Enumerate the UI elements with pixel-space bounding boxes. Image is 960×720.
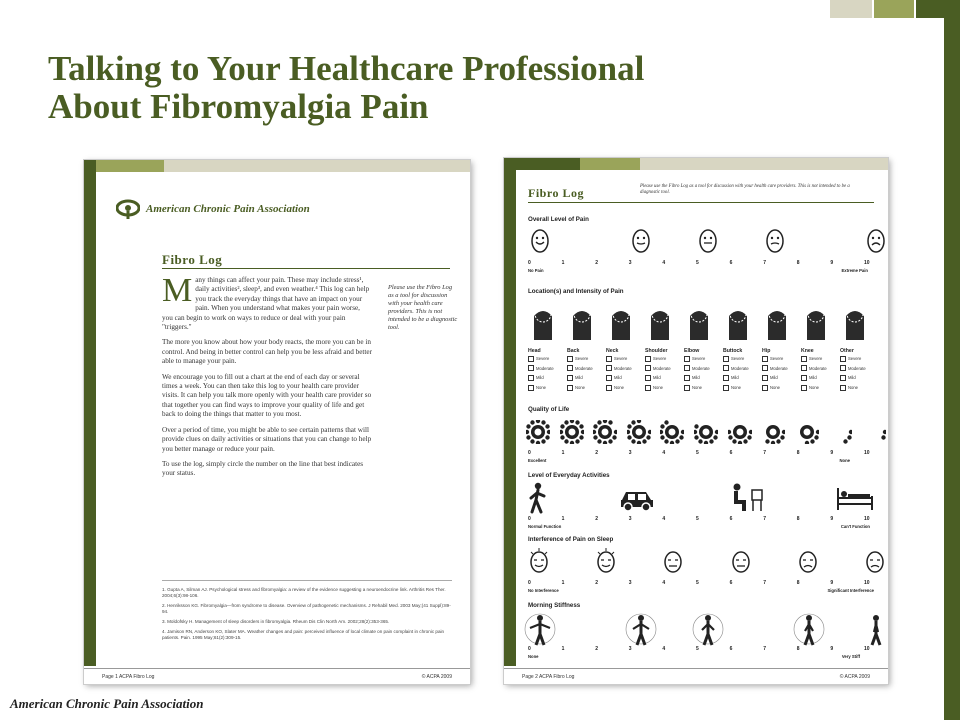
intensity-label: Moderate — [809, 365, 827, 371]
stiff-figure-icon — [791, 612, 827, 646]
scale-number[interactable]: 6 — [729, 450, 733, 456]
footer-org-logo: American Chronic Pain Association — [10, 696, 204, 711]
scale-number[interactable]: 2 — [595, 646, 598, 652]
intensity-label: Moderate — [770, 365, 788, 371]
scale-low-label: Excellent — [528, 458, 547, 463]
intensity-option[interactable] — [801, 373, 841, 383]
checkbox[interactable] — [684, 385, 690, 391]
checkbox[interactable] — [762, 385, 768, 391]
references — [162, 580, 452, 645]
checkbox[interactable] — [723, 385, 729, 391]
scale-number[interactable]: 4 — [662, 260, 666, 266]
intensity-option[interactable] — [762, 373, 802, 383]
page-footer — [84, 668, 470, 684]
location-name: Neck — [606, 348, 619, 354]
checkbox[interactable] — [567, 375, 573, 381]
section-overall-pain — [528, 216, 874, 273]
body-part-icon — [684, 302, 714, 342]
scale-number[interactable]: 7 — [763, 516, 766, 522]
reference-item: 3. Moldofsky H. Management of sleep disorders in fibromyalgia. Rheum Dis Clin North Am. 2002;28(2):353-365. — [162, 619, 390, 624]
pain-face-icon — [866, 228, 886, 254]
page-header-band — [84, 160, 470, 172]
section-title: Location(s) and Intensity of Pain — [528, 288, 624, 295]
acpa-logo-icon — [116, 198, 140, 220]
checkbox[interactable] — [606, 356, 612, 362]
intensity-label: Severe — [614, 356, 628, 361]
intensity-option[interactable] — [723, 354, 763, 364]
intensity-option[interactable] — [606, 364, 646, 374]
checkbox[interactable] — [606, 375, 612, 381]
car-icon — [620, 486, 654, 512]
intensity-option[interactable] — [528, 364, 568, 374]
intensity-label: Mild — [575, 375, 583, 381]
section-location — [528, 288, 874, 390]
intensity-option[interactable] — [528, 383, 568, 393]
stiff-figure-icon — [690, 612, 726, 646]
location-column — [801, 348, 841, 392]
body-part-icon — [762, 302, 792, 342]
intensity-label: None — [770, 384, 781, 390]
page-side-bar — [84, 160, 96, 666]
body-part-icon — [840, 302, 870, 342]
scale-number[interactable]: 6 — [729, 516, 733, 522]
footer-left: Page 2 ACPA Fibro Log — [522, 673, 575, 680]
checkbox[interactable] — [567, 385, 573, 391]
intensity-option[interactable] — [567, 373, 607, 383]
location-name: Shoulder — [645, 348, 668, 354]
location-name: Head — [528, 348, 541, 354]
scale-number[interactable]: 3 — [628, 646, 632, 652]
footer-left: Page 1 ACPA Fibro Log — [102, 673, 155, 680]
location-name: Knee — [801, 348, 814, 354]
sun-icon — [862, 420, 886, 444]
log-title: Fibro Log — [528, 186, 584, 200]
intensity-option[interactable] — [606, 354, 646, 364]
drop-cap: M — [162, 272, 193, 309]
scale-high-label: None — [839, 458, 850, 463]
scale-number[interactable]: 7 — [763, 450, 766, 456]
page-footer — [504, 668, 888, 684]
checkbox[interactable] — [606, 365, 612, 371]
intensity-label: Severe — [809, 356, 823, 361]
stiff-figure-icon — [522, 612, 558, 646]
intensity-option[interactable] — [684, 364, 724, 374]
log-note: Please use the Fibro Log as a tool for discussion with your health care providers. This is not intended to be a diagnostic tool. — [640, 184, 850, 195]
section-sleep — [528, 536, 874, 593]
location-name: Elbow — [684, 348, 700, 354]
body-part-icon — [645, 302, 675, 342]
scale-number[interactable]: 5 — [696, 260, 699, 266]
intensity-label: None — [653, 384, 664, 390]
page-side-bar — [504, 158, 516, 666]
intensity-label: None — [809, 384, 820, 390]
checkbox[interactable] — [801, 365, 807, 371]
top-bar-beige — [830, 0, 872, 18]
intensity-option[interactable] — [840, 383, 880, 393]
intensity-option[interactable] — [723, 373, 763, 383]
checkbox[interactable] — [801, 375, 807, 381]
intensity-option[interactable] — [567, 383, 607, 393]
intensity-label: Moderate — [653, 365, 671, 371]
section-title: Interference of Pain on Sleep — [528, 536, 614, 543]
intensity-label: Moderate — [575, 365, 593, 371]
sun-icon — [660, 420, 684, 444]
intensity-option[interactable] — [762, 364, 802, 374]
fibro-log-page-1 — [84, 160, 470, 684]
scale-number[interactable]: 10 — [864, 516, 870, 522]
scale-number[interactable]: 3 — [628, 260, 632, 266]
scale-number[interactable]: 1 — [561, 260, 565, 266]
intensity-label: Severe — [575, 356, 589, 361]
intensity-label: Mild — [614, 375, 622, 381]
scale-high-label: Significant Interference — [827, 588, 874, 593]
sleep-face-icon — [730, 548, 752, 574]
location-column — [840, 348, 880, 392]
scale-number[interactable]: 2 — [595, 260, 598, 266]
footer-right: © ACPA 2009 — [421, 673, 452, 680]
scale-number[interactable]: 6 — [729, 260, 733, 266]
footer-right: © ACPA 2009 — [839, 673, 870, 680]
intensity-option[interactable] — [723, 364, 763, 374]
body-part-icon — [606, 302, 636, 342]
section-title: Quality of Life — [528, 406, 570, 413]
scale-number[interactable]: 10 — [864, 260, 870, 266]
scale-number[interactable]: 8 — [796, 580, 800, 586]
intensity-label: None — [536, 384, 547, 390]
sun-icon — [526, 420, 550, 444]
checkbox[interactable] — [723, 365, 729, 371]
scale-number[interactable]: 5 — [696, 450, 699, 456]
org-header — [116, 198, 310, 220]
scale-number[interactable]: 8 — [796, 516, 800, 522]
title-line-1: Talking to Your Healthcare Professional — [48, 49, 645, 88]
checkbox[interactable] — [528, 356, 534, 362]
intensity-label: Mild — [731, 375, 739, 381]
checkbox[interactable] — [684, 356, 690, 362]
intensity-label: Severe — [653, 356, 667, 361]
section-activities — [528, 472, 874, 529]
intensity-label: Moderate — [536, 365, 554, 371]
sun-icon — [694, 420, 718, 444]
intensity-option[interactable] — [801, 364, 841, 374]
scale-number[interactable]: 0 — [528, 450, 531, 456]
intensity-option[interactable] — [567, 364, 607, 374]
intensity-option[interactable] — [528, 373, 568, 383]
checkbox[interactable] — [723, 375, 729, 381]
location-name: Buttock — [723, 348, 743, 354]
intensity-option[interactable] — [528, 354, 568, 364]
checkbox[interactable] — [840, 375, 846, 381]
sun-icon — [593, 420, 617, 444]
intensity-option[interactable] — [723, 383, 763, 393]
stiff-figure-icon — [858, 612, 888, 646]
sleep-face-icon — [528, 548, 550, 574]
intensity-label: Moderate — [848, 365, 866, 371]
location-column — [528, 348, 568, 392]
intensity-label: Moderate — [731, 365, 749, 371]
intensity-option[interactable] — [645, 364, 685, 374]
intensity-label: Severe — [731, 356, 745, 361]
side-note: Please use the Fibro Log as a tool for discussion with your health care providers. This is not intended to be a diagnostic tool. — [388, 284, 458, 331]
checkbox[interactable] — [762, 365, 768, 371]
intensity-option[interactable] — [762, 354, 802, 364]
scale-high-label: Very Stiff — [841, 654, 860, 659]
location-name: Other — [840, 348, 854, 354]
checkbox[interactable] — [801, 356, 807, 362]
log-title: Fibro Log — [162, 252, 223, 267]
intensity-label: Severe — [536, 356, 550, 361]
walking-person-icon — [528, 482, 548, 514]
reference-item: 4. Jamison RN, Anderson KO, Slater MA. Weather changes and pain: perceived influence of local climate on pain complaint in chronic pain patients. Pain. 1995 May;61(2):309-15. — [162, 629, 445, 640]
paragraph-1-text: any things can affect your pain. These may include stress¹, daily activities², sleep³, and even weather.⁴ This log can help you track the everyday things that have an impact on your pain. When you understand what makes your pain worse, you can begin to work on ways to reduce or deal with your pain "triggers." — [162, 276, 370, 332]
body-part-icon — [723, 302, 753, 342]
checkbox[interactable] — [840, 385, 846, 391]
intensity-option[interactable] — [840, 373, 880, 383]
location-name: Back — [567, 348, 580, 354]
checkbox[interactable] — [528, 365, 534, 371]
checkbox[interactable] — [645, 385, 651, 391]
intro-body — [162, 272, 372, 485]
sleep-face-icon — [662, 548, 684, 574]
seated-person-icon — [728, 482, 764, 512]
bed-icon — [836, 484, 874, 512]
paragraph-3: We encourage you to fill out a chart at the end of each day or several times a week. You can then take this log to your health care provider visits. It can help you talk more openly with your health care provider so that together you can find ways to improve your quality of life and get back to doing the things that matter to you most. — [162, 372, 372, 419]
intensity-label: Mild — [653, 375, 661, 381]
intensity-option[interactable] — [645, 383, 685, 393]
scale-number[interactable]: 8 — [796, 260, 800, 266]
pain-face-icon — [765, 228, 785, 254]
intensity-label: Mild — [848, 375, 856, 381]
intensity-label: Moderate — [692, 365, 710, 371]
intensity-label: None — [692, 384, 703, 390]
location-name: Hip — [762, 348, 771, 354]
scale-number[interactable]: 9 — [830, 450, 834, 456]
scale-number[interactable]: 6 — [729, 580, 733, 586]
org-name: American Chronic Pain Association — [146, 203, 310, 215]
reference-item: 1. Gupta A, Silman AJ. Psychological stress and fibromyalgia: a review of the evidence suggesting a neuroendocrine link. Arthritis Res Ther. 2004;6(3):98-106. — [162, 587, 446, 598]
scale-number[interactable]: 0 — [528, 516, 531, 522]
checkbox[interactable] — [840, 356, 846, 362]
pain-face-icon — [698, 228, 718, 254]
title-line-2: About Fibromyalgia Pain — [48, 87, 429, 126]
intensity-option[interactable] — [801, 354, 841, 364]
body-part-icon — [528, 302, 558, 342]
scale-number[interactable]: 1 — [561, 646, 565, 652]
scale-number[interactable]: 9 — [830, 516, 834, 522]
checkbox[interactable] — [567, 365, 573, 371]
scale-number[interactable]: 3 — [628, 516, 632, 522]
intensity-option[interactable] — [840, 354, 880, 364]
scale-high-label: Extreme Pain — [841, 268, 868, 273]
paragraph-1 — [162, 272, 372, 332]
scale-number[interactable]: 9 — [830, 260, 834, 266]
scale-number[interactable]: 8 — [796, 450, 800, 456]
stiff-figure-icon — [623, 612, 659, 646]
checkbox[interactable] — [528, 375, 534, 381]
intensity-label: Severe — [848, 356, 862, 361]
page-header-band — [504, 158, 888, 170]
sun-icon — [761, 420, 785, 444]
scale-low-label: Normal Function — [528, 524, 562, 529]
checkbox[interactable] — [840, 365, 846, 371]
sleep-face-icon — [797, 548, 819, 574]
sleep-face-icon — [595, 548, 617, 574]
intensity-label: None — [731, 384, 742, 390]
body-part-icon — [801, 302, 831, 342]
right-edge-bar — [944, 0, 960, 720]
checkbox[interactable] — [762, 356, 768, 362]
location-column — [606, 348, 646, 392]
checkbox[interactable] — [801, 385, 807, 391]
scale-number[interactable]: 0 — [528, 580, 531, 586]
paragraph-4: Over a period of time, you might be able to see certain patterns that will provide clues on daily activities or situations that you can change to help you better manage or reduce your pain. — [162, 425, 372, 453]
intensity-option[interactable] — [606, 373, 646, 383]
scale-number[interactable]: 9 — [830, 580, 834, 586]
scale-number[interactable]: 1 — [561, 580, 565, 586]
intensity-option[interactable] — [801, 383, 841, 393]
scale-number[interactable]: 4 — [662, 516, 666, 522]
intensity-label: None — [575, 384, 586, 390]
scale-number[interactable]: 9 — [830, 646, 834, 652]
section-title: Morning Stiffness — [528, 602, 581, 609]
sun-icon — [828, 420, 852, 444]
scale-number[interactable]: 10 — [864, 646, 870, 652]
intensity-label: Severe — [770, 356, 784, 361]
location-column — [684, 348, 724, 392]
location-column — [762, 348, 802, 392]
checkbox[interactable] — [645, 356, 651, 362]
location-column — [723, 348, 763, 392]
checkbox[interactable] — [645, 365, 651, 371]
title-rule — [162, 268, 450, 269]
scale-number[interactable]: 4 — [662, 450, 666, 456]
checkbox[interactable] — [606, 385, 612, 391]
paragraph-2: The more you know about how your body reacts, the more you can be in control. And being in better control can help you be less afraid and better able to manage your pain. — [162, 338, 372, 366]
sun-icon — [728, 420, 752, 444]
scale-high-label: Can't Function — [840, 524, 870, 529]
reference-item: 2. Henriksson KG. Fibromyalgia—from syndrome to disease. Overview of pathogenetic mechanisms. J Rehabil Med. 2003 May;(41 Suppl):89-94. — [162, 603, 451, 614]
section-title: Level of Everyday Activities — [528, 472, 610, 479]
fibro-log-page-2 — [504, 158, 888, 684]
section-quality-of-life — [528, 406, 874, 463]
section-title: Overall Level of Pain — [528, 216, 589, 223]
intensity-option[interactable] — [840, 364, 880, 374]
scale-number[interactable]: 8 — [796, 646, 800, 652]
scale-number[interactable]: 6 — [729, 646, 733, 652]
intensity-option[interactable] — [684, 373, 724, 383]
scale-number[interactable]: 1 — [561, 516, 565, 522]
intensity-label: None — [614, 384, 625, 390]
checkbox[interactable] — [684, 375, 690, 381]
scale-number[interactable]: 0 — [528, 646, 531, 652]
intensity-label: Mild — [536, 375, 544, 381]
scale-number[interactable]: 3 — [628, 450, 632, 456]
scale-number[interactable]: 2 — [595, 580, 598, 586]
pain-face-icon — [530, 228, 550, 254]
body-part-icon — [567, 302, 597, 342]
intensity-label: Moderate — [614, 365, 632, 371]
title-rule — [528, 202, 874, 203]
intensity-label: Mild — [770, 375, 778, 381]
scale-number[interactable]: 1 — [561, 450, 565, 456]
scale-number[interactable]: 5 — [696, 646, 699, 652]
location-column — [645, 348, 685, 392]
intensity-option[interactable] — [567, 354, 607, 364]
scale-number[interactable]: 3 — [628, 580, 632, 586]
scale-number[interactable]: 7 — [763, 646, 766, 652]
scale-number[interactable]: 10 — [864, 450, 870, 456]
scale-number[interactable]: 4 — [662, 646, 666, 652]
scale-number[interactable]: 4 — [662, 580, 666, 586]
intensity-label: Mild — [809, 375, 817, 381]
section-morning-stiffness — [528, 602, 874, 659]
checkbox[interactable] — [684, 365, 690, 371]
scale-number[interactable]: 2 — [595, 516, 598, 522]
intensity-option[interactable] — [606, 383, 646, 393]
intensity-label: Severe — [692, 356, 706, 361]
intensity-option[interactable] — [762, 383, 802, 393]
location-column — [567, 348, 607, 392]
checkbox[interactable] — [567, 356, 573, 362]
sun-icon — [560, 420, 584, 444]
intensity-label: Mild — [692, 375, 700, 381]
scale-low-label: No Pain — [528, 268, 544, 273]
scale-number[interactable]: 5 — [696, 516, 699, 522]
sun-icon — [795, 420, 819, 444]
sleep-face-icon — [864, 548, 886, 574]
scale-low-label: None — [528, 654, 539, 659]
scale-number[interactable]: 7 — [763, 260, 766, 266]
intensity-option[interactable] — [684, 383, 724, 393]
scale-number[interactable]: 2 — [595, 450, 598, 456]
checkbox[interactable] — [723, 356, 729, 362]
intensity-option[interactable] — [684, 354, 724, 364]
pain-face-icon — [631, 228, 651, 254]
checkbox[interactable] — [762, 375, 768, 381]
slide-title — [48, 50, 644, 126]
sun-icon — [627, 420, 651, 444]
checkbox[interactable] — [645, 375, 651, 381]
checkbox[interactable] — [528, 385, 534, 391]
scale-number[interactable]: 5 — [696, 580, 699, 586]
scale-number[interactable]: 0 — [528, 260, 531, 266]
scale-number[interactable]: 10 — [864, 580, 870, 586]
paragraph-5: To use the log, simply circle the number on the line that best indicates your status. — [162, 459, 364, 478]
scale-number[interactable]: 7 — [763, 580, 766, 586]
top-bar-olive — [874, 0, 914, 18]
intensity-label: None — [848, 384, 859, 390]
intensity-option[interactable] — [645, 373, 685, 383]
intensity-option[interactable] — [645, 354, 685, 364]
scale-low-label: No Interference — [528, 588, 559, 593]
